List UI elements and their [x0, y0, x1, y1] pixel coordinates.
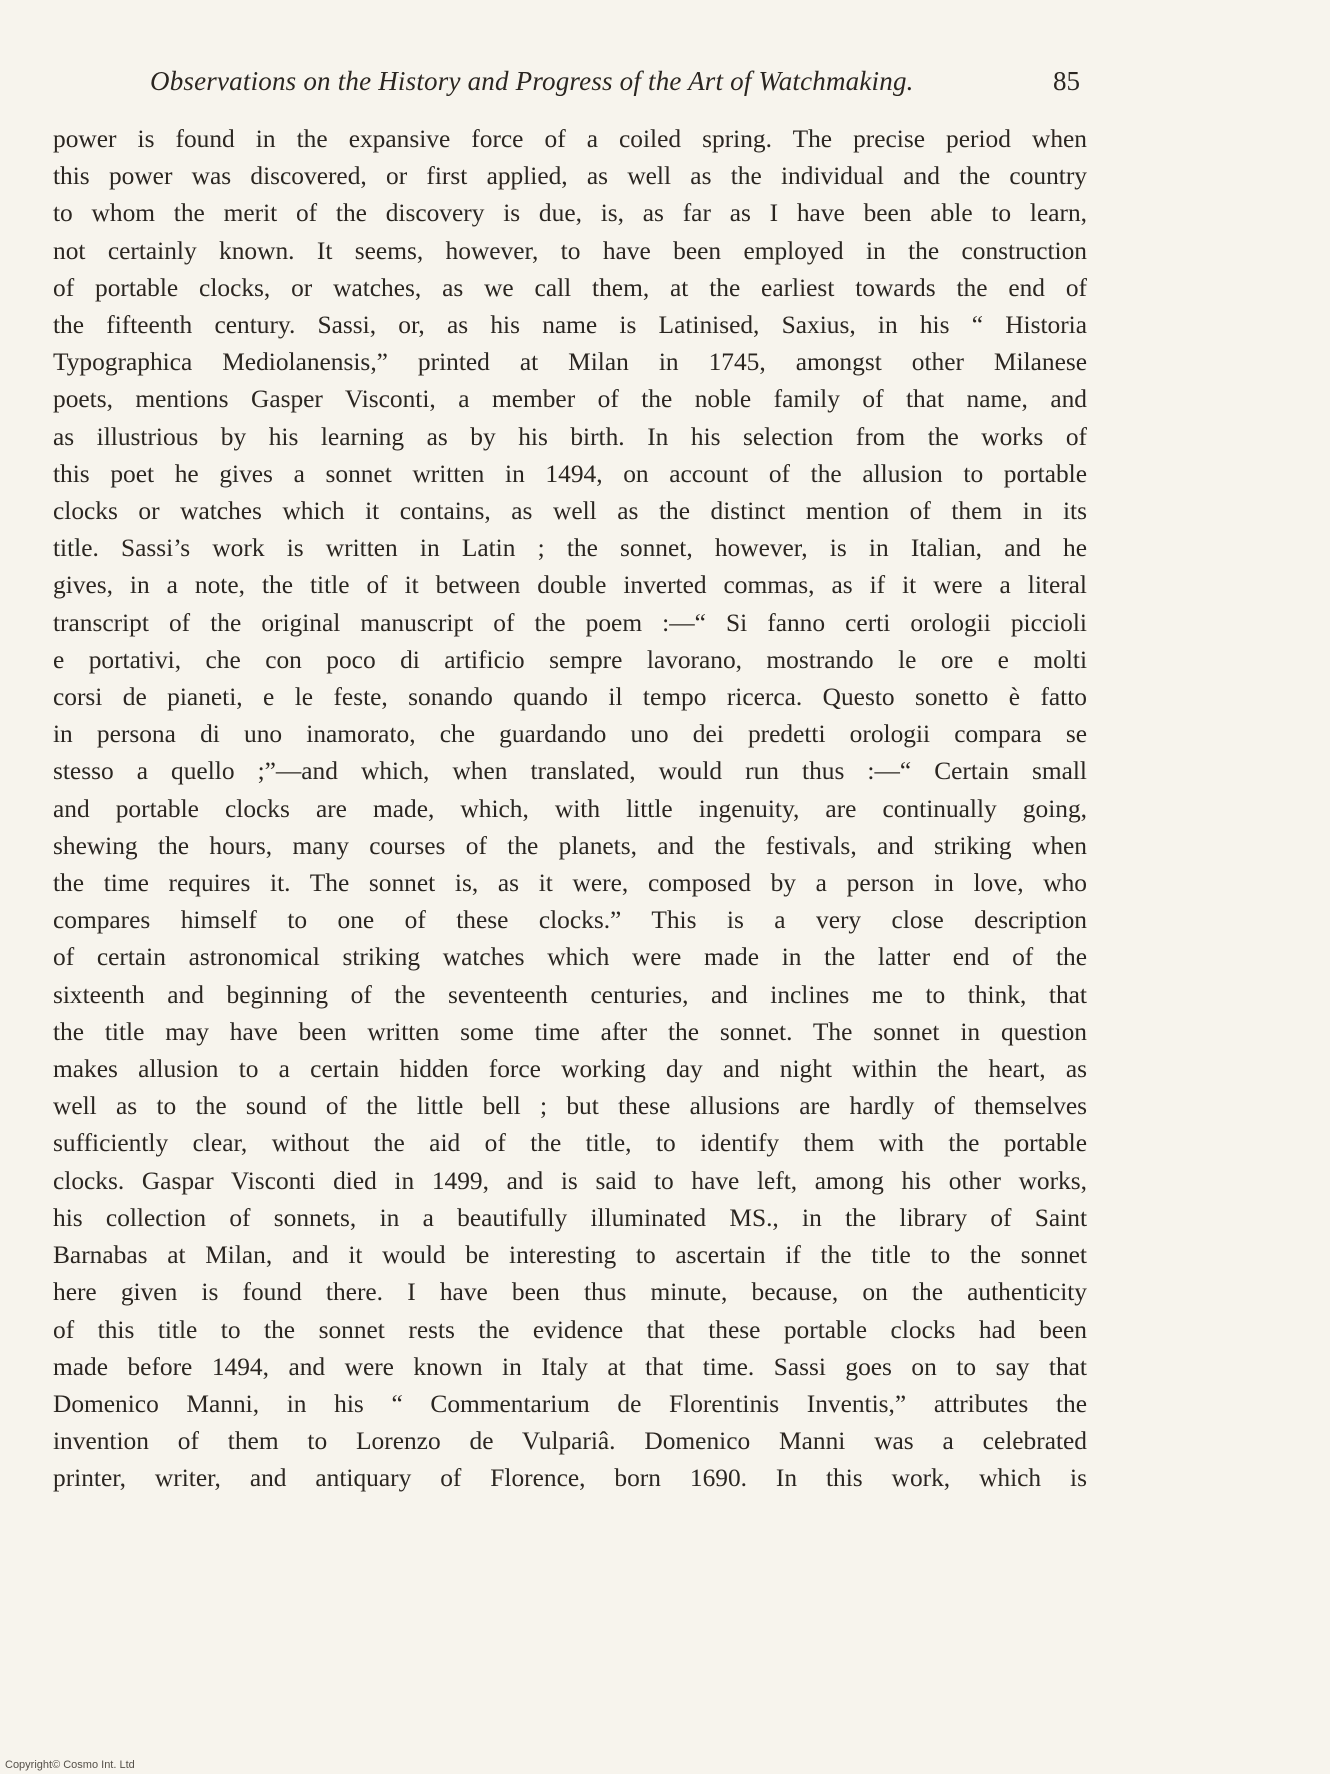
copyright-watermark: Copyright© Cosmo Int. Ltd [5, 1759, 135, 1771]
text-line: poets, mentions Gasper Visconti, a member of the noble family of that name, and [53, 385, 1087, 414]
text-line: the fifteenth century. Sassi, or, as his name is Latinised, Saxius, in his “ Historia [53, 311, 1087, 340]
text-line: here given is found there. I have been thus minute, because, on the authenticity [53, 1278, 1087, 1307]
text-line: this poet he gives a sonnet written in 1494, on account of the allusion to portable [53, 459, 1087, 488]
text-line: not certainly known. It seems, however, to have been employed in the construction [53, 236, 1087, 265]
text-line: transcript of the original manuscript of the poem :—“ Si fanno certi orologii piccioli [53, 608, 1087, 637]
text-line: invention of them to Lorenzo de Vulpariâ. Domenico Manni was a celebrated [53, 1427, 1087, 1456]
text-line: sufficiently clear, without the aid of the title, to identify them with the portable [53, 1129, 1087, 1158]
text-line: Typographica Mediolanensis,” printed at Milan in 1745, amongst other Milanese [53, 348, 1087, 377]
text-line: makes allusion to a certain hidden force working day and night within the heart, as [53, 1055, 1087, 1084]
text-line: shewing the hours, many courses of the planets, and the festivals, and striking when [53, 831, 1087, 860]
text-line: clocks or watches which it contains, as well as the distinct mention of them in its [53, 497, 1087, 526]
text-line: corsi de pianeti, e le feste, sonando quando il tempo ricerca. Questo sonetto è fatto [53, 683, 1087, 712]
text-line: this power was discovered, or first applied, as well as the individual and the country [53, 162, 1087, 191]
page-number: 85 [1053, 66, 1080, 96]
text-line: the time requires it. The sonnet is, as it were, composed by a person in love, who [53, 869, 1087, 898]
text-line: of this title to the sonnet rests the evidence that these portable clocks had been [53, 1315, 1087, 1344]
text-line: in persona di uno inamorato, che guardando uno dei predetti orologii compara se [53, 720, 1087, 749]
text-line: clocks. Gaspar Visconti died in 1499, and is said to have left, among his other works, [53, 1166, 1087, 1195]
text-line: e portativi, che con poco di artificio sempre lavorano, mostrando le ore e molti [53, 645, 1087, 674]
text-line: compares himself to one of these clocks.” This is a very close description [53, 906, 1087, 935]
text-line: Domenico Manni, in his “ Commentarium de Florentinis Inventis,” attributes the [53, 1389, 1087, 1418]
text-line: power is found in the expansive force of a coiled spring. The precise period when [53, 125, 1087, 153]
text-line: printer, writer, and antiquary of Florence, born 1690. In this work, which is [53, 1464, 1087, 1493]
running-head [150, 66, 1080, 102]
text-line: title. Sassi’s work is written in Latin ; the sonnet, however, is in Italian, and he [53, 534, 1087, 563]
text-line: of portable clocks, or watches, as we call them, at the earliest towards the end of [53, 273, 1087, 302]
body-paragraph [53, 121, 1087, 1498]
text-line: made before 1494, and were known in Italy at that time. Sassi goes on to say that [53, 1352, 1087, 1381]
text-line: as illustrious by his learning as by his birth. In his selection from the works of [53, 422, 1087, 451]
text-line: well as to the sound of the little bell ; but these allusions are hardly of themselves [53, 1092, 1087, 1121]
text-line: his collection of sonnets, in a beautifully illuminated MS., in the library of Saint [53, 1203, 1087, 1232]
text-line: stesso a quello ;”—and which, when translated, would run thus :—“ Certain small [53, 757, 1087, 786]
running-title: Observations on the History and Progress of the Art of Watchmaking. [150, 66, 914, 96]
text-line: gives, in a note, the title of it between double inverted commas, as if it were a literal [53, 571, 1087, 600]
text-line: to whom the merit of the discovery is due, is, as far as I have been able to learn, [53, 199, 1087, 228]
text-line: Barnabas at Milan, and it would be interesting to ascertain if the title to the sonnet [53, 1241, 1087, 1270]
text-line: sixteenth and beginning of the seventeenth centuries, and inclines me to think, that [53, 980, 1087, 1009]
text-line: and portable clocks are made, which, with little ingenuity, are continually going, [53, 794, 1087, 823]
text-line: the title may have been written some time after the sonnet. The sonnet in question [53, 1017, 1087, 1046]
text-line: of certain astronomical striking watches which were made in the latter end of the [53, 943, 1087, 972]
